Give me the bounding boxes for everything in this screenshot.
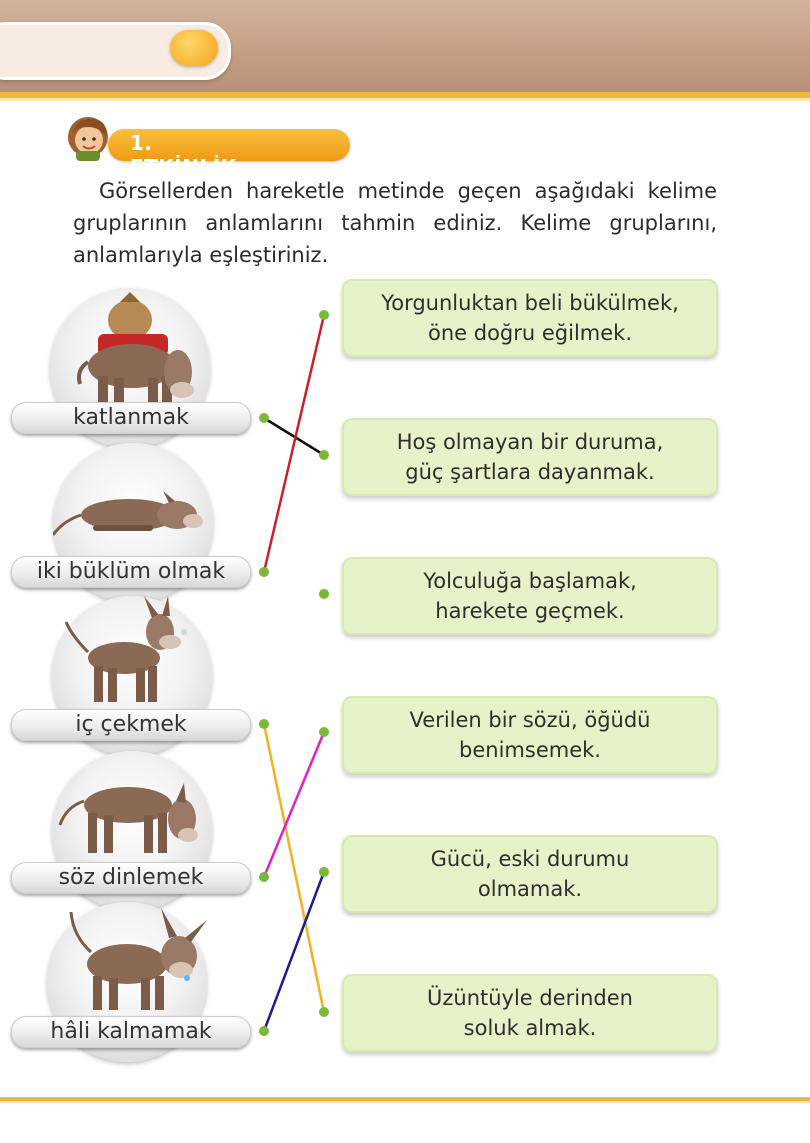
term-label-iki-buklum-olmak: iki büklüm olmak [11, 556, 251, 588]
meaning-1-line-1: Yorgunluktan beli bükülmek, [381, 291, 679, 315]
meaning-2-line-1: Hoş olmayan bir duruma, [396, 430, 664, 454]
instruction-text: Görsellerden hareketle metinde geçen aşağıdaki kelime gruplarının anlamlarını tahmin ediniz. Kelime gruplarını, anlamlarıyla eşleştiriniz. [73, 179, 717, 267]
term-label-soz-dinlemek: söz dinlemek [11, 862, 251, 894]
term-label-hali-kalmamak: hâli kalmamak [11, 1016, 251, 1048]
meaning-dot-1[interactable] [319, 310, 329, 320]
meaning-3-line-2: harekete geçmek. [435, 599, 625, 623]
term-label-katlanmak: katlanmak [11, 402, 251, 434]
match-line-hali-kalmamak [264, 872, 324, 1031]
term-dot-1[interactable] [259, 413, 269, 423]
meaning-box-4 [342, 696, 718, 774]
meaning-6-line-2: soluk almak. [463, 1016, 597, 1040]
meaning-dot-2[interactable] [319, 450, 329, 460]
meaning-5-line-2: olmamak. [477, 877, 583, 901]
match-line-soz-dinlemek [264, 732, 324, 877]
footer-divider-light [0, 1101, 810, 1103]
term-dot-2[interactable] [259, 567, 269, 577]
meaning-2-line-2: güç şartlara dayanmak. [405, 460, 655, 484]
meaning-5-line-1: Gücü, eski durumu [430, 847, 630, 871]
meaning-box-2 [342, 418, 718, 496]
meaning-4-line-2: benimsemek. [459, 738, 601, 762]
match-line-ic-cekmek [264, 724, 324, 1012]
term-dot-3[interactable] [259, 719, 269, 729]
meaning-box-5 [342, 835, 718, 913]
meaning-1-line-2: öne doğru eğilmek. [427, 321, 632, 345]
match-line-katlanmak [264, 418, 324, 455]
meaning-box-6 [342, 974, 718, 1052]
meaning-box-1 [342, 279, 718, 357]
term-dot-5[interactable] [259, 1026, 269, 1036]
term-label-ic-cekmek: iç çekmek [11, 709, 251, 741]
match-line-iki-buklum [264, 315, 324, 572]
meaning-3-line-1: Yolculuğa başlamak, [423, 569, 637, 593]
meaning-dot-5[interactable] [319, 867, 329, 877]
meaning-dot-6[interactable] [319, 1007, 329, 1017]
meaning-dot-4[interactable] [319, 727, 329, 737]
meaning-6-line-1: Üzüntüyle derinden [426, 986, 633, 1010]
meaning-box-3 [342, 557, 718, 635]
term-dot-4[interactable] [259, 872, 269, 882]
meaning-4-line-1: Verilen bir sözü, öğüdü [409, 708, 651, 732]
activity-badge-text: 1. ETKİNLİK [130, 131, 237, 179]
meaning-dot-3[interactable] [319, 589, 329, 599]
